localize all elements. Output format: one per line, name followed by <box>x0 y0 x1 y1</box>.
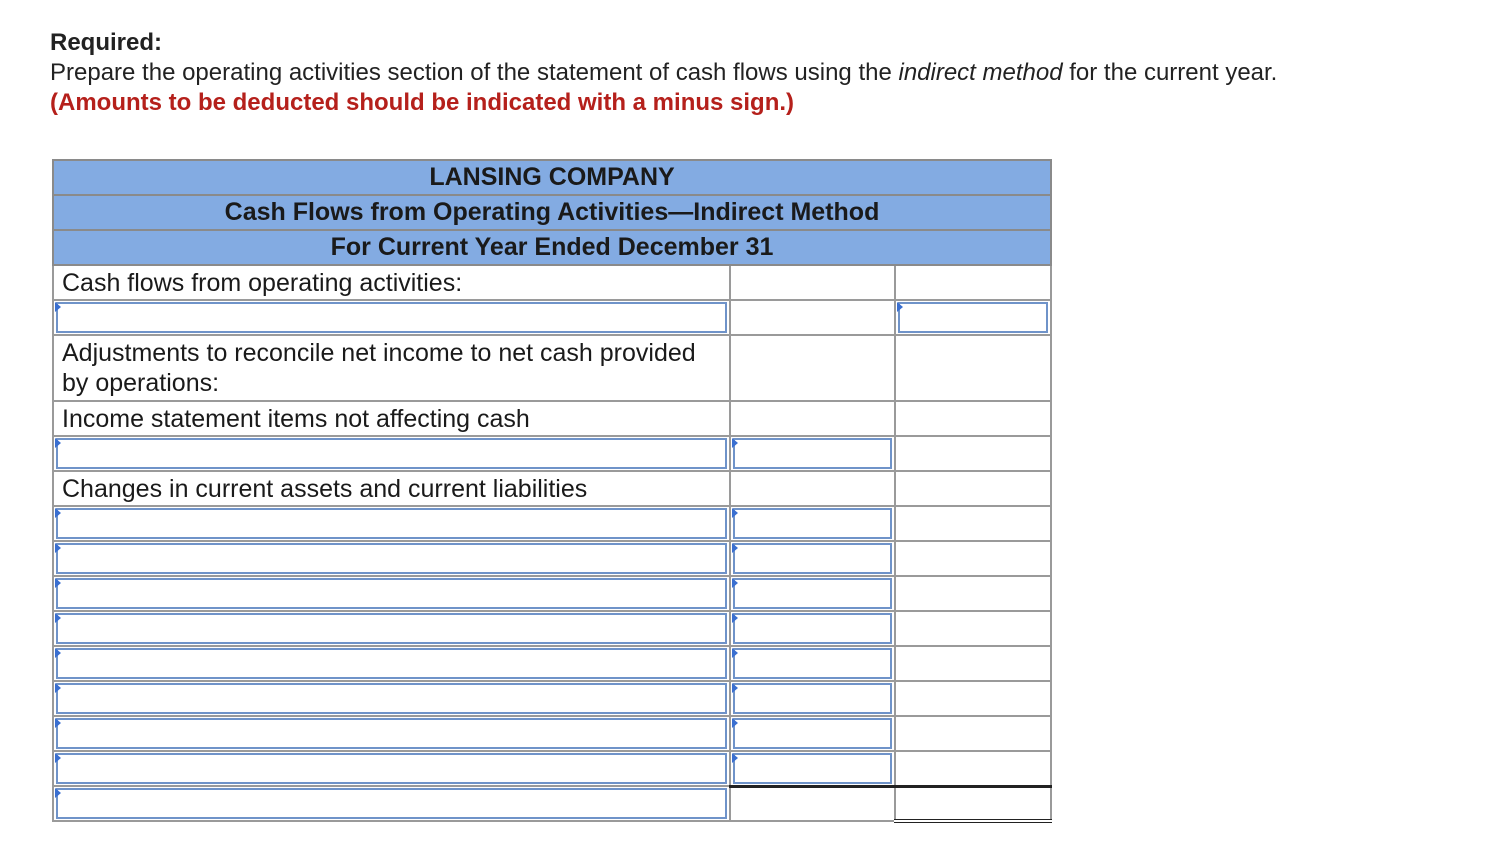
input-flag-icon <box>732 543 738 553</box>
change-item-6-label-input[interactable] <box>56 683 727 714</box>
noncash-items-label: Income statement items not affecting cash <box>53 401 730 436</box>
input-flag-icon <box>55 578 61 588</box>
change-item-8-amount-input[interactable] <box>733 753 892 784</box>
empty-cell <box>895 541 1051 576</box>
empty-cell <box>730 300 895 335</box>
change-item-1-label-input[interactable] <box>56 508 727 539</box>
statement-period: For Current Year Ended December 31 <box>53 230 1051 265</box>
input-flag-icon <box>732 438 738 448</box>
total-amount-cell <box>895 786 1051 821</box>
change-item-label-cell <box>53 506 730 541</box>
empty-cell <box>895 716 1051 751</box>
noncash-item-amount-input[interactable] <box>733 438 892 469</box>
net-income-amount-input[interactable] <box>898 302 1048 333</box>
input-flag-icon <box>55 648 61 658</box>
empty-cell <box>895 681 1051 716</box>
required-text-emphasis: indirect method <box>898 59 1063 86</box>
required-text <box>50 58 1470 88</box>
empty-cell <box>895 471 1051 506</box>
company-name: LANSING COMPANY <box>53 160 1051 195</box>
empty-cell <box>895 646 1051 681</box>
input-flag-icon <box>55 788 61 798</box>
minus-sign-note: (Amounts to be deducted should be indicated with a minus sign.) <box>50 89 795 116</box>
statement-title: Cash Flows from Operating Activities—Indirect Method <box>53 195 1051 230</box>
input-flag-icon <box>732 648 738 658</box>
change-item-6-amount-input[interactable] <box>733 683 892 714</box>
input-flag-icon <box>55 508 61 518</box>
change-item-amount-cell <box>730 646 895 681</box>
change-item-5-amount-input[interactable] <box>733 648 892 679</box>
change-item-amount-cell <box>730 576 895 611</box>
empty-cell <box>895 506 1051 541</box>
change-item-amount-cell <box>730 751 895 786</box>
total-empty-cell <box>730 786 895 821</box>
noncash-item-label-input[interactable] <box>56 438 727 469</box>
input-flag-icon <box>55 753 61 763</box>
empty-cell <box>895 576 1051 611</box>
change-item-amount-cell <box>730 541 895 576</box>
input-flag-icon <box>55 302 61 312</box>
change-item-label-cell <box>53 681 730 716</box>
empty-cell <box>895 401 1051 436</box>
noncash-item-label-cell <box>53 436 730 471</box>
change-item-label-cell <box>53 576 730 611</box>
cash-flow-worksheet <box>52 159 1052 823</box>
input-flag-icon <box>55 438 61 448</box>
net-income-label-cell <box>53 300 730 335</box>
empty-cell <box>895 751 1051 786</box>
change-item-8-label-input[interactable] <box>56 753 727 784</box>
change-item-4-label-input[interactable] <box>56 613 727 644</box>
input-flag-icon <box>732 683 738 693</box>
change-item-7-amount-input[interactable] <box>733 718 892 749</box>
input-flag-icon <box>732 508 738 518</box>
input-flag-icon <box>897 302 903 312</box>
input-flag-icon <box>732 578 738 588</box>
required-text-part1: Prepare the operating activities section of the statement of cash flows using the <box>50 59 899 86</box>
change-item-amount-cell <box>730 681 895 716</box>
required-label: Required: <box>50 29 163 56</box>
input-flag-icon <box>55 543 61 553</box>
change-item-4-amount-input[interactable] <box>733 613 892 644</box>
empty-cell <box>730 471 895 506</box>
change-item-amount-cell <box>730 611 895 646</box>
total-label-cell <box>53 786 730 821</box>
change-item-1-amount-input[interactable] <box>733 508 892 539</box>
change-item-amount-cell <box>730 506 895 541</box>
change-item-amount-cell <box>730 716 895 751</box>
change-item-label-cell <box>53 716 730 751</box>
total-label-input[interactable] <box>56 788 727 819</box>
input-flag-icon <box>55 613 61 623</box>
changes-label: Changes in current assets and current liabilities <box>53 471 730 506</box>
change-item-3-label-input[interactable] <box>56 578 727 609</box>
change-item-3-amount-input[interactable] <box>733 578 892 609</box>
change-item-label-cell <box>53 611 730 646</box>
change-item-2-amount-input[interactable] <box>733 543 892 574</box>
instructions <box>50 28 1470 118</box>
change-item-label-cell <box>53 751 730 786</box>
change-item-5-label-input[interactable] <box>56 648 727 679</box>
empty-cell <box>730 265 895 300</box>
input-flag-icon <box>55 718 61 728</box>
input-flag-icon <box>55 683 61 693</box>
change-item-2-label-input[interactable] <box>56 543 727 574</box>
net-income-amount-cell <box>895 300 1051 335</box>
cash-flows-label: Cash flows from operating activities: <box>53 265 730 300</box>
input-flag-icon <box>732 718 738 728</box>
change-item-label-cell <box>53 541 730 576</box>
change-item-7-label-input[interactable] <box>56 718 727 749</box>
empty-cell <box>730 335 895 401</box>
empty-cell <box>895 265 1051 300</box>
empty-cell <box>730 401 895 436</box>
empty-cell <box>895 436 1051 471</box>
input-flag-icon <box>732 753 738 763</box>
noncash-item-amount-cell <box>730 436 895 471</box>
required-text-part2: for the current year. <box>1062 59 1278 86</box>
empty-cell <box>895 611 1051 646</box>
empty-cell <box>895 335 1051 401</box>
adjustments-label: Adjustments to reconcile net income to net cash provided by operations: <box>53 335 730 401</box>
net-income-label-input[interactable] <box>56 302 727 333</box>
change-item-label-cell <box>53 646 730 681</box>
input-flag-icon <box>732 613 738 623</box>
